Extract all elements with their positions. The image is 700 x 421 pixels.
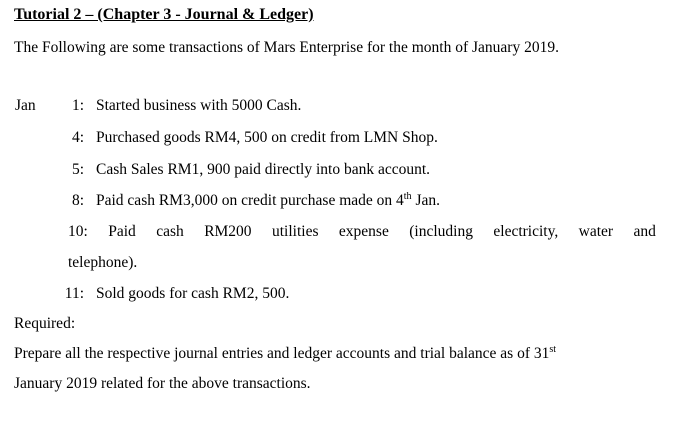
ordinal-suffix: st [549,343,557,355]
instruction-text: Prepare all the respective journal entries and ledger accounts and trial balance as of 31 [14,345,550,362]
transaction-day: 10: [68,223,88,240]
transaction-day: 1: [71,97,84,114]
transaction-day: 5: [71,161,84,178]
word: electricity, [493,223,559,240]
word: cash [156,223,184,240]
word: and [633,223,656,240]
ordinal-suffix: th [403,190,412,202]
transaction-text [96,192,440,210]
transaction-text-part: Jan. [411,192,440,209]
transaction-continuation: telephone). [68,254,138,271]
instruction-line-2: January 2019 related for the above transactions. [14,375,311,392]
transaction-text: Purchased goods RM4, 500 on credit from LMN Shop. [96,129,438,146]
required-label: Required: [14,315,76,332]
intro-paragraph: The Following are some transactions of Mars Enterprise for the month of January 2019. [14,39,559,56]
tutorial-title: Tutorial 2 – (Chapter 3 - Journal & Ledger) [14,6,314,23]
word: RM200 [204,223,252,240]
transaction-10-line [68,223,656,241]
word: Paid [108,223,136,240]
transaction-text: Cash Sales RM1, 900 paid directly into bank account. [96,161,431,178]
transaction-text: Sold goods for cash RM2, 500. [96,285,290,302]
word: expense [338,223,389,240]
transaction-text-part: Paid cash RM3,000 on credit purchase made on 4 [96,192,404,209]
month-label: Jan [15,97,36,114]
transaction-text: Started business with 5000 Cash. [96,97,302,114]
word: (including [409,223,473,240]
transaction-day: 4: [71,129,84,146]
word: water [578,223,614,240]
word: utilities [271,223,319,240]
transaction-day: 8: [71,192,84,209]
transaction-day: 11: [64,285,84,302]
instruction-line-1 [14,345,556,363]
